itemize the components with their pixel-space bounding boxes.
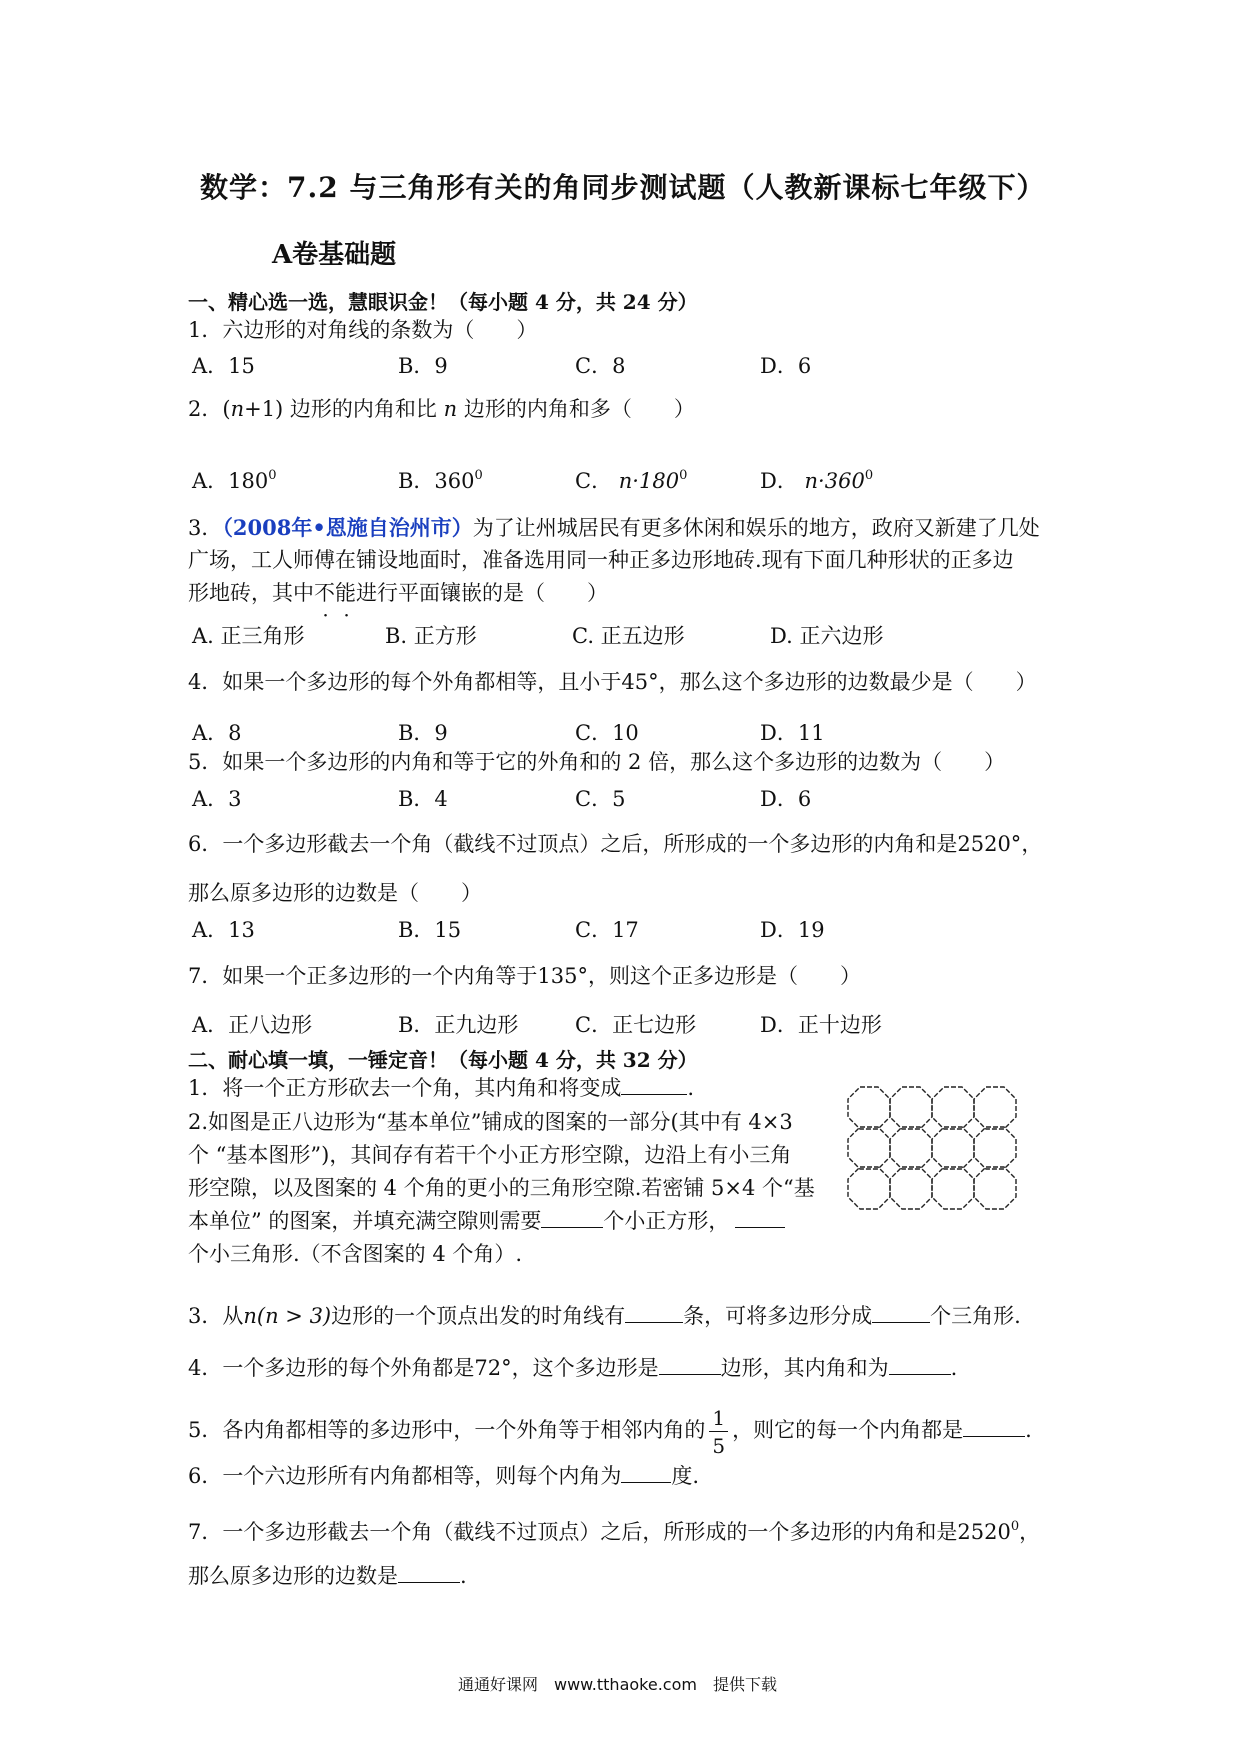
page-title: 数学：7.2 与三角形有关的角同步测试题（人教新课标七年级下） xyxy=(200,171,1046,204)
s2-q3-text: 3．从n(n > 3)边形的一个顶点出发的时角线有 条，可将多边形分成 个三角形. xyxy=(188,1304,1021,1328)
s1-q7-option-d: D．正十边形 xyxy=(760,1013,882,1037)
octagon-tiling-figure xyxy=(846,1085,1018,1211)
s2-q3-blank-triangles[interactable] xyxy=(872,1302,930,1323)
s1-q1-text: 1．六边形的对角线的条数为（ ） xyxy=(188,318,538,342)
s1-q2-option-a: A．$180^0$ xyxy=(192,468,277,493)
s1-q5-option-d: D．6 xyxy=(760,787,812,811)
s2-q1-blank[interactable] xyxy=(621,1074,687,1095)
s2-q6-blank[interactable] xyxy=(621,1462,671,1483)
octagon xyxy=(932,1127,974,1169)
s1-q1-option-b: B．9 xyxy=(398,354,448,378)
octagon xyxy=(932,1167,974,1209)
s1-q4-option-a: A．8 xyxy=(192,721,242,745)
s1-q2-option-b: B．$360^0$ xyxy=(398,468,483,493)
s2-q4-text: 4．一个多边形的每个外角都是72°，这个多边形是 边形，其内角和为 . xyxy=(188,1356,958,1380)
s2-q7-line2: 那么原多边形的边数是 . xyxy=(188,1564,467,1588)
s1-q4-option-d: D．11 xyxy=(760,721,825,745)
s1-q4-text: 4．如果一个多边形的每个外角都相等，且小于45°，那么这个多边形的边数最少是（ ） xyxy=(188,670,1037,694)
s2-q7-line1: 7．一个多边形截去一个角（截线不过顶点）之后，所形成的一个多边形的内角和是2520$^0$， xyxy=(188,1519,1041,1544)
section-1-heading: 一、精心选一选，慧眼识金！（每小题 4 分，共 24 分） xyxy=(188,290,698,314)
s1-q5-option-b: B．4 xyxy=(398,787,448,811)
s1-q1-option-a: A．15 xyxy=(192,354,255,378)
s1-q4-option-b: B．9 xyxy=(398,721,448,745)
s1-q6-line1: 6．一个多边形截去一个角（截线不过顶点）之后，所形成的一个多边形的内角和是2520°， xyxy=(188,832,1043,856)
octagon xyxy=(890,1127,932,1169)
s2-q2-line5: 个小三角形.（不含图案的 4 个角）. xyxy=(188,1242,523,1266)
section-2-heading: 二、耐心填一填，一锤定音！（每小题 4 分，共 32 分） xyxy=(188,1048,698,1072)
fraction-one-fifth: $\frac{1}{5}$ xyxy=(709,1408,728,1456)
octagon xyxy=(974,1087,1016,1129)
page-subtitle: A卷基础题 xyxy=(272,240,397,270)
s2-q5-blank[interactable] xyxy=(963,1416,1025,1437)
s1-q5-option-a: A．3 xyxy=(192,787,242,811)
s1-q2-option-d: D． $n\cdot 360^0$ xyxy=(760,468,874,493)
s1-q3-option-c: C. 正五边形 xyxy=(572,624,685,648)
s2-q6-text: 6．一个六边形所有内角都相等，则每个内角为 度. xyxy=(188,1464,700,1488)
s1-q6-option-d: D．19 xyxy=(760,918,825,942)
s1-q7-option-b: B．正九边形 xyxy=(398,1013,519,1037)
s2-q2-blank-squares[interactable] xyxy=(541,1207,603,1228)
s1-q7-option-a: A．正八边形 xyxy=(192,1013,313,1037)
s2-q2-line1: 2.如图是正八边形为“基本单位”铺成的图案的一部分(其中有 4×3 xyxy=(188,1110,793,1134)
s2-q2-line3: 形空隙，以及图案的 4 个角的更小的三角形空隙.若密铺 5×4 个“基 xyxy=(188,1176,815,1200)
s1-q7-text: 7．如果一个正多边形的一个内角等于135°，则这个正多边形是（ ） xyxy=(188,964,861,988)
s1-q7-option-c: C．正七边形 xyxy=(575,1013,697,1037)
s1-q3-line3: 形地砖，其中不能进行平面镶嵌的是（ ） xyxy=(188,581,608,605)
s1-q6-option-a: A．13 xyxy=(192,918,255,942)
octagon xyxy=(890,1167,932,1209)
s1-q3-line2: 广场，工人师傅在铺设地面时，准备选用同一种正多边形地砖.现有下面几种形状的正多边 xyxy=(188,548,1014,572)
s1-q3-option-d: D. 正六边形 xyxy=(770,624,884,648)
s2-q4-blank-sides[interactable] xyxy=(659,1354,721,1375)
s2-q2-line4: 本单位” 的图案，并填充满空隙则需要 个小正方形， xyxy=(188,1205,785,1238)
s1-q1-option-c: C．8 xyxy=(575,354,626,378)
octagon xyxy=(848,1167,890,1209)
s2-q2-blank-triangles[interactable] xyxy=(735,1207,785,1228)
octagon xyxy=(974,1167,1016,1209)
source-tag: （2008年•恩施自治州市） xyxy=(222,515,473,540)
s1-q4-option-c: C．10 xyxy=(575,721,639,745)
octagon xyxy=(890,1087,932,1129)
s2-q3-blank-diagonals[interactable] xyxy=(625,1302,683,1323)
s1-q2-text: 2．(n+1) 边形的内角和比 n 边形的内角和多（ ） xyxy=(188,397,695,421)
s2-q7-blank[interactable] xyxy=(398,1562,460,1583)
s1-q3-option-b: B. 正方形 xyxy=(385,624,477,648)
octagon xyxy=(932,1087,974,1129)
s1-q6-option-c: C．17 xyxy=(575,918,639,942)
s1-q1-option-d: D．6 xyxy=(760,354,812,378)
s2-q4-blank-angle-sum[interactable] xyxy=(889,1354,951,1375)
s2-q1-text: 1．将一个正方形砍去一个角，其内角和将变成 . xyxy=(188,1076,695,1100)
octagon xyxy=(848,1087,890,1129)
s1-q5-option-c: C．5 xyxy=(575,787,626,811)
s1-q2-option-c: C． $n\cdot 180^0$ xyxy=(575,468,688,493)
s2-q5-text: 5．各内角都相等的多边形中，一个外角等于相邻内角的 $\frac{1}{5}$ ，则它的每一个内角都是 . xyxy=(188,1405,1032,1458)
s1-q3-line1: 3．（2008年•恩施自治州市）为了让州城居民有更多休闲和娱乐的地方，政府又新建了几处 xyxy=(188,515,1040,540)
s2-q2-line2: 个 “基本图形”)，其间存有若干个小正方形空隙，边沿上有小三角 xyxy=(188,1143,792,1167)
s1-q3-option-a: A. 正三角形 xyxy=(192,624,305,648)
s1-q5-text: 5．如果一个多边形的内角和等于它的外角和的 2 倍，那么这个多边形的边数为（ ） xyxy=(188,750,1006,774)
octagon xyxy=(974,1127,1016,1169)
page-footer: 通通好课网 www.tthaoke.com 提供下载 xyxy=(458,1675,777,1694)
octagon xyxy=(848,1127,890,1169)
s1-q6-line2: 那么原多边形的边数是（ ） xyxy=(188,881,482,905)
s1-q6-option-b: B．15 xyxy=(398,918,462,942)
